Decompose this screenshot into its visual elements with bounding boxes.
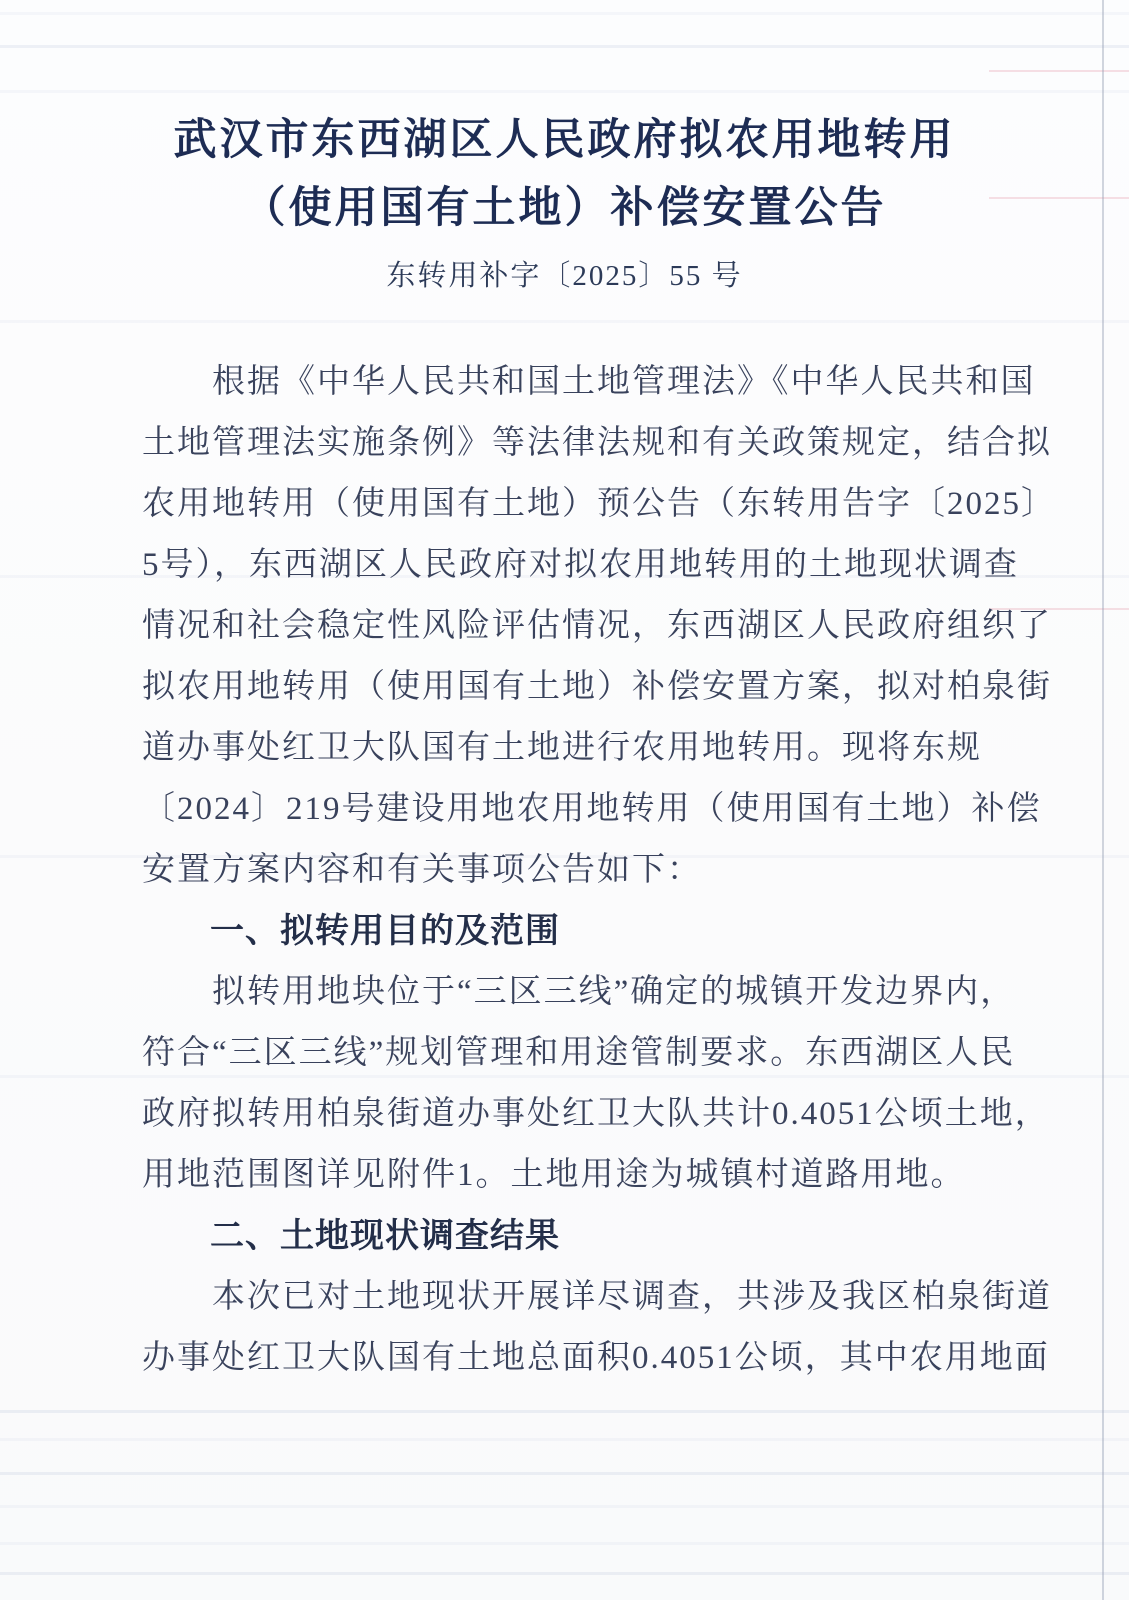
document-title (142, 106, 987, 242)
page-edge-line (1102, 0, 1104, 1600)
paragraph-1-line-7: 道办事处红卫大队国有土地进行农用地转用。现将东规 (142, 730, 982, 766)
title-line-2: （使用国有土地）补偿安置公告 (242, 184, 887, 232)
paragraph-3-line-2: 办事处红卫大队国有土地总面积0.4051公顷，其中农用地面 (142, 1340, 1050, 1376)
paragraph-1-line-5: 情况和社会稳定性风险评估情况，东西湖区人民政府组织了 (142, 608, 1052, 644)
document-number: 东转用补字〔2025〕55 号 (386, 260, 743, 292)
paragraph-1-line-1: 根据《中华人民共和国土地管理法》《中华人民共和国 (212, 364, 1036, 400)
paragraph-2-line-2: 符合“三区三线”规划管理和用途管制要求。东西湖区人民 (142, 1035, 1016, 1071)
section-heading-1: 一、拟转用目的及范围 (210, 912, 560, 950)
paragraph-1-line-2: 土地管理法实施条例》等法律法规和有关政策规定，结合拟 (142, 425, 1052, 461)
paragraph-2-line-4: 用地范围图详见附件1。土地用途为城镇村道路用地。 (142, 1157, 966, 1193)
paragraph-1-line-9: 安置方案内容和有关事项公告如下： (142, 852, 702, 888)
paragraph-1-line-4: 5号），东西湖区人民政府对拟农用地转用的土地现状调查 (142, 547, 1019, 583)
paragraph-1-line-3: 农用地转用（使用国有土地）预公告（东转用告字〔2025〕 (142, 486, 1056, 522)
paragraph-2-line-1: 拟转用地块位于“三区三线”确定的城镇开发边界内， (212, 974, 1016, 1010)
section-heading-2: 二、土地现状调查结果 (210, 1217, 560, 1255)
paragraph-3-line-1: 本次已对土地现状开展详尽调查，共涉及我区柏泉街道 (212, 1279, 1052, 1315)
document-content (142, 0, 1056, 1389)
title-line-1: 武汉市东西湖区人民政府拟农用地转用 (173, 116, 956, 164)
paragraph-1-line-8: 〔2024〕219号建设用地农用地转用（使用国有土地）补偿 (142, 791, 1042, 827)
document-body (142, 352, 1056, 1389)
paragraph-2-line-3: 政府拟转用柏泉街道办事处红卫大队共计0.4051公顷土地， (142, 1096, 1050, 1132)
paragraph-1-line-6: 拟农用地转用（使用国有土地）补偿安置方案，拟对柏泉街 (142, 669, 1052, 705)
